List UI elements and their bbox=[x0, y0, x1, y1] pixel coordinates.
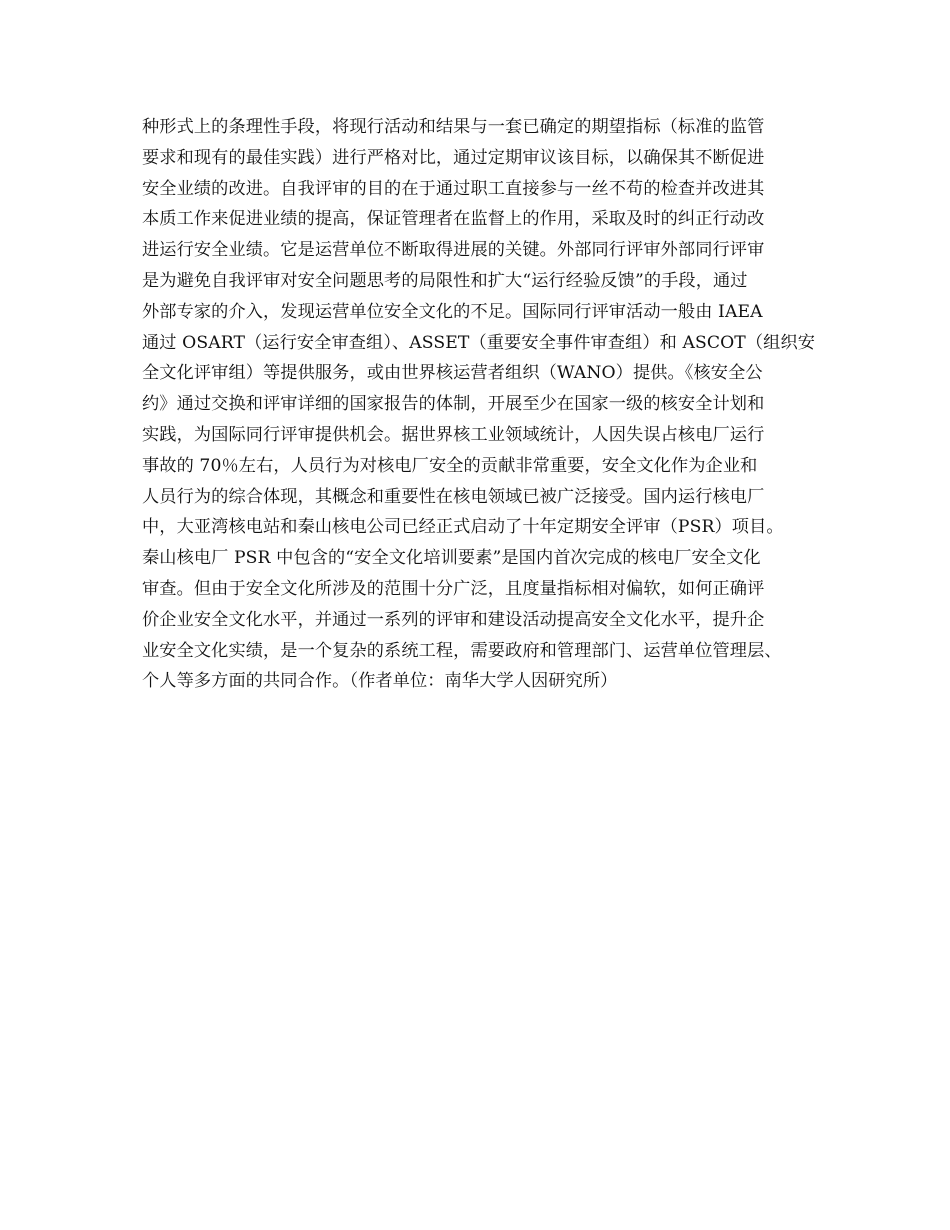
text-line: 约》通过交换和评审详细的国家报告的体制，开展至少在国家一级的核安全计划和 bbox=[142, 394, 765, 415]
body-paragraph bbox=[142, 112, 842, 697]
text-line: 个人等多方面的共同合作。（作者单位：南华大学人因研究所） bbox=[142, 671, 618, 692]
text-line: 中，大亚湾核电站和秦山核电公司已经正式启动了十年定期安全评审（PSR）项目。 bbox=[142, 517, 784, 538]
text-line: 是为避免自我评审对安全问题思考的局限性和扩大“运行经验反馈”的手段，通过 bbox=[142, 270, 748, 291]
text-line: 价企业安全文化水平，并通过一系列的评审和建设活动提高安全文化水平，提升企 bbox=[142, 609, 765, 630]
text-line: 本质工作来促进业绩的提高，保证管理者在监督上的作用，采取及时的纠正行动改 bbox=[142, 209, 765, 230]
text-line: 通过 OSART（运行安全审查组）、ASSET（重要安全事件审查组）和 ASCOT（组织安 bbox=[142, 332, 816, 353]
text-line: 审查。但由于安全文化所涉及的范围十分广泛，且度量指标相对偏软，如何正确评 bbox=[142, 578, 765, 599]
text-line: 人员行为的综合体现，其概念和重要性在核电领域已被广泛接受。国内运行核电厂 bbox=[142, 486, 765, 507]
text-line: 事故的 70％左右，人员行为对核电厂安全的贡献非常重要，安全文化作为企业和 bbox=[142, 455, 758, 476]
text-line: 种形式上的条理性手段，将现行活动和结果与一套已确定的期望指标（标准的监管 bbox=[142, 117, 765, 137]
text-line: 实践，为国际同行评审提供机会。据世界核工业领域统计，人因失误占核电厂运行 bbox=[142, 424, 765, 445]
text-line: 外部专家的介入，发现运营单位安全文化的不足。国际同行评审活动一般由 IAEA bbox=[142, 301, 763, 322]
text-line: 全文化评审组）等提供服务，或由世界核运营者组织（WANO）提供。《核安全公 bbox=[142, 363, 763, 384]
text-line: 要求和现有的最佳实践）进行严格对比，通过定期审议该目标，以确保其不断促进 bbox=[142, 147, 765, 168]
text-line: 安全业绩的改进。自我评审的目的在于通过职工直接参与一丝不苟的检查并改进其 bbox=[142, 178, 765, 199]
text-line: 秦山核电厂 PSR 中包含的“安全文化培训要素”是国内首次完成的核电厂安全文化 bbox=[142, 548, 761, 569]
text-line: 进运行安全业绩。它是运营单位不断取得进展的关键。外部同行评审外部同行评审 bbox=[142, 240, 765, 261]
text-line: 业安全文化实绩，是一个复杂的系统工程，需要政府和管理部门、运营单位管理层、 bbox=[142, 640, 782, 661]
